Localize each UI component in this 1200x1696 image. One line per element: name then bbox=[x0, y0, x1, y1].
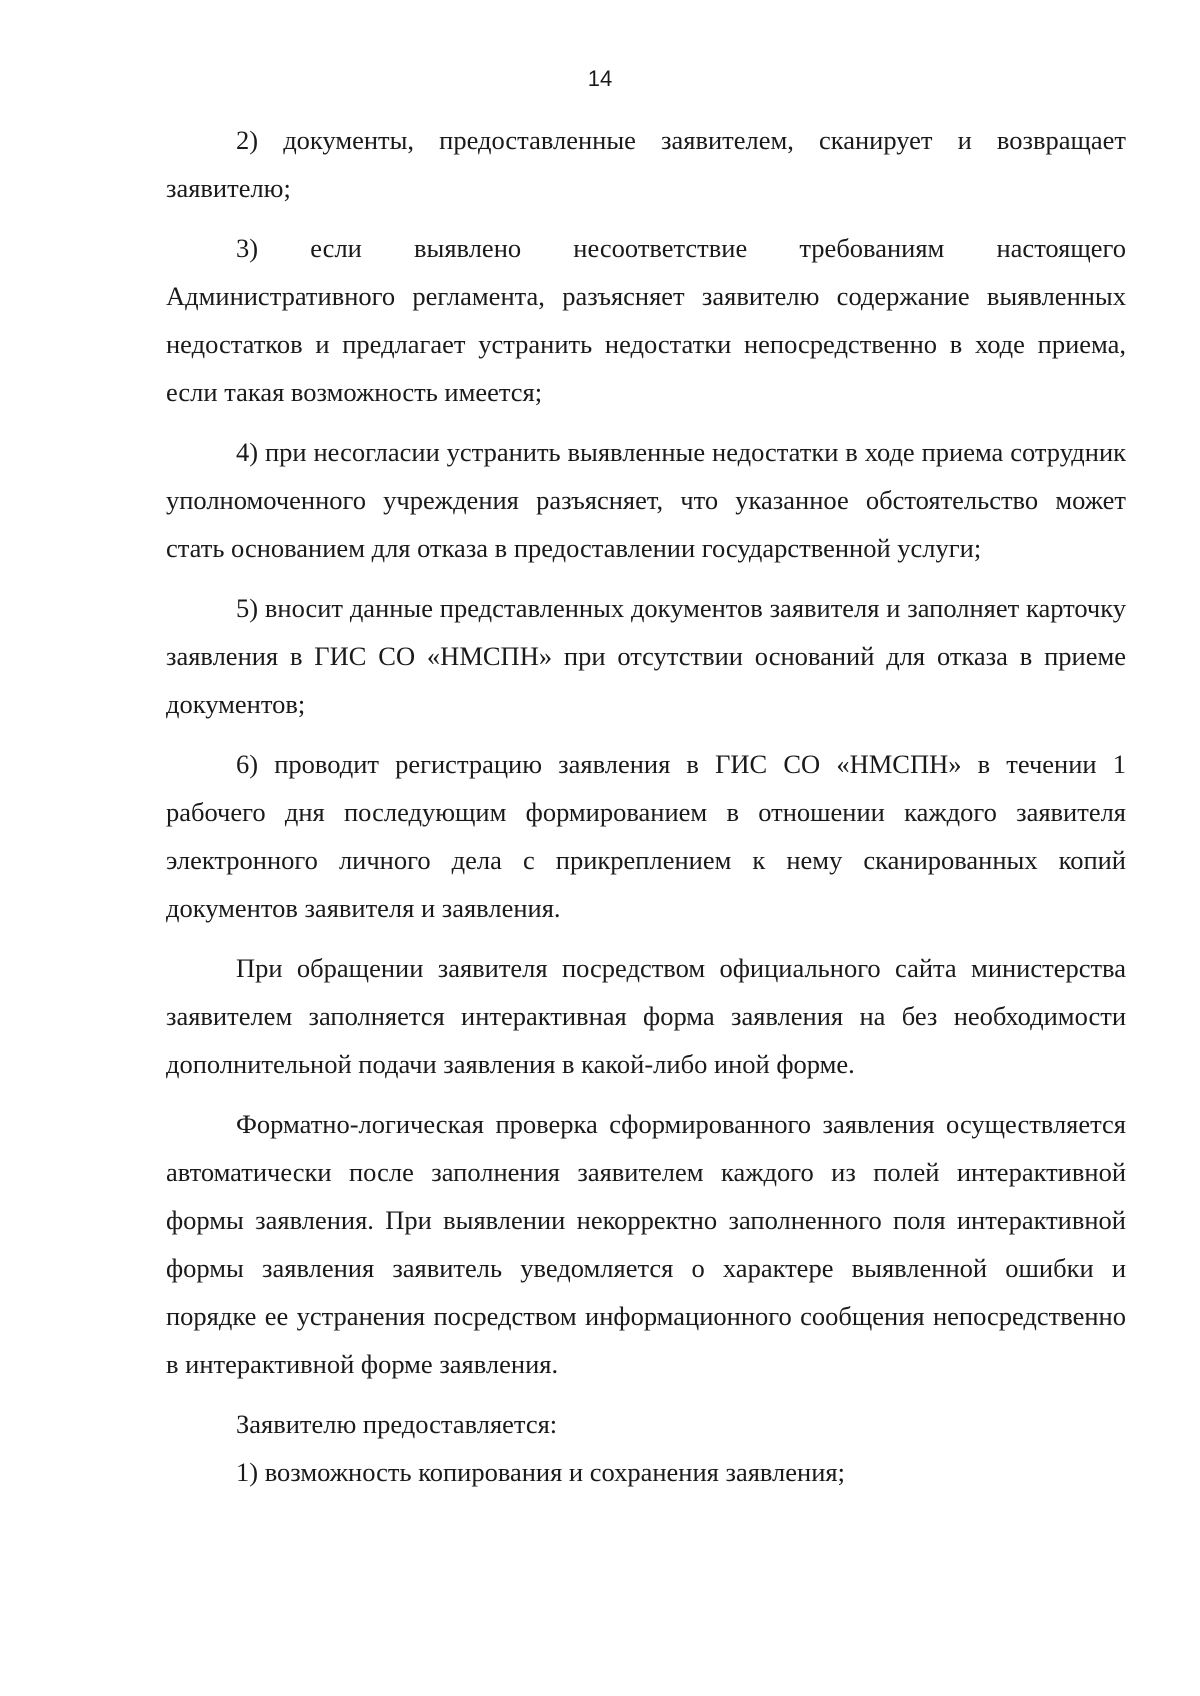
paragraph-item-3: 3) если выявлено несоответствие требованиям настоящего Административного регламента, разъясняет заявителю содержание выявленных недостатков и предлагает устранить недостатки непосредственно в ходе приема, если такая возможность имеется; bbox=[166, 233, 1126, 407]
paragraph-item-6: 6) проводит регистрацию заявления в ГИС СО «НМСПН» в течении 1 рабочего дня последующим формированием в отношении каждого заявителя электронного личного дела с прикреплением к нему сканированных копий документов заявителя и заявления. bbox=[166, 749, 1126, 923]
paragraph-item-2: 2) документы, предоставленные заявителем, сканирует и возвращает заявителю; bbox=[166, 125, 1126, 203]
paragraph-applicant-provided: Заявителю предоставляется: bbox=[236, 1409, 558, 1439]
document-body bbox=[166, 116, 1126, 1496]
paragraph-item-5: 5) вносит данные представленных документов заявителя и заполняет карточку заявления в ГИС СО «НМСПН» при отсутствии оснований для отказа в приеме документов; bbox=[166, 593, 1126, 719]
paragraph-site-application: При обращении заявителя посредством официального сайта министерства заявителем заполняется интерактивная форма заявления на без необходимости дополнительной подачи заявления в какой-либо иной форме. bbox=[166, 953, 1126, 1079]
paragraph-format-check: Форматно-логическая проверка сформированного заявления осуществляется автоматически после заполнения заявителем каждого из полей интерактивной формы заявления. При выявлении некорректно заполненного поля интерактивной формы заявления заявитель уведомляется о характере выявленной ошибки и порядке ее устранения посредством информационного сообщения непосредственно в интерактивной форме заявления. bbox=[166, 1109, 1126, 1379]
paragraph-item-1-copy: 1) возможность копирования и сохранения заявления; bbox=[236, 1457, 845, 1487]
paragraph-item-4: 4) при несогласии устранить выявленные недостатки в ходе приема сотрудник уполномоченного учреждения разъясняет, что указанное обстоятельство может стать основанием для отказа в предоставлении государственной услуги; bbox=[166, 437, 1126, 563]
page-number: 14 bbox=[587, 66, 613, 91]
